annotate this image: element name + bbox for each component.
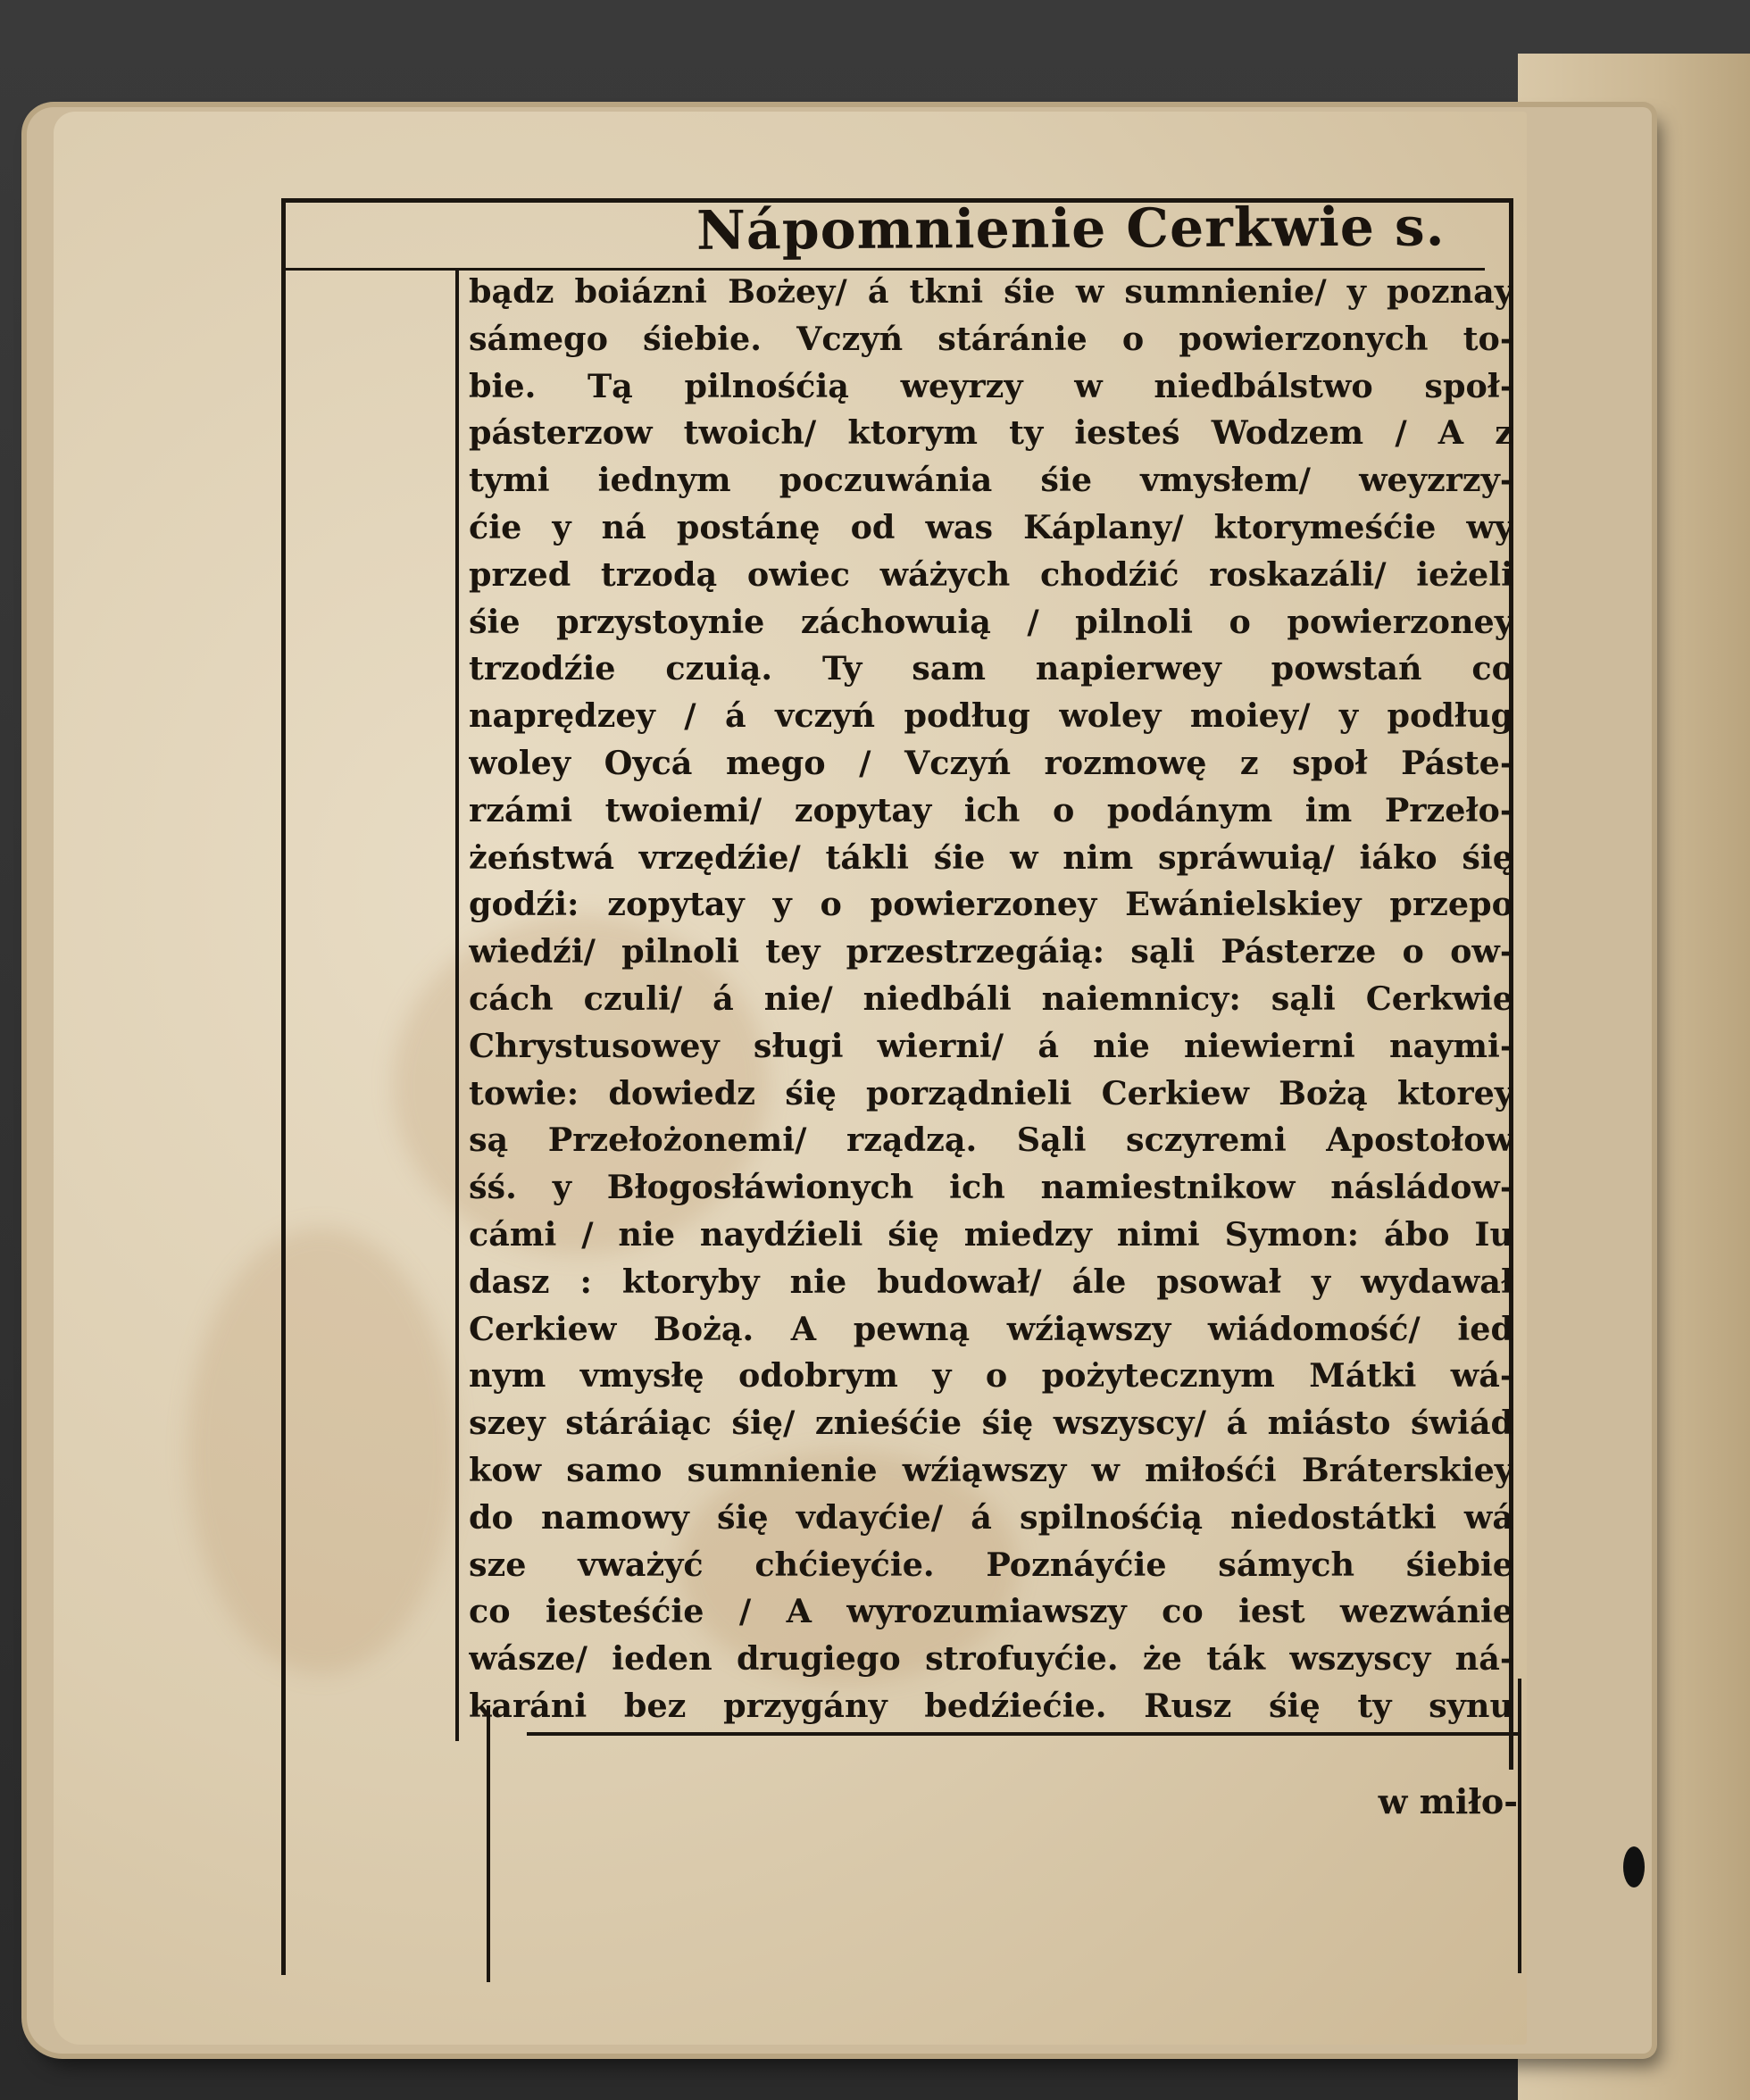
text-line: bie. Tą pilnośćią weyrzy w niedbálstwo społ- [469, 366, 1513, 405]
stain [188, 1228, 455, 1674]
page-title: Nápomnienie Cerkwie s. [696, 196, 1446, 262]
text-line: śś. y Błogosłáwionych ich namiestnikow násládow- [469, 1168, 1513, 1207]
text-line: karáni bez przygány bedźiećie. Rusz śię ty synu [469, 1687, 1513, 1725]
text-line: wiedźi/ pilnoli tey przestrzegáią: sąli Pásterze o ow- [469, 932, 1513, 971]
text-line: sze vważyć chćieyćie. Poznáyćie sámych śiebie [469, 1545, 1513, 1584]
frame-inner-left-rule [455, 268, 459, 1741]
text-line: pásterzow twoich/ ktorym ty iesteś Wodzem / A z [469, 413, 1513, 453]
text-line: do namowy śię vdayćie/ á spilnośćią niedostátki wá [469, 1497, 1513, 1537]
text-line: wásze/ ieden drugiego strofuyćie. że ták wszyscy ná- [469, 1639, 1513, 1679]
text-line: cámi / nie naydźieli śię miedzy nimi Symon: ábo Iu [469, 1215, 1513, 1254]
catchword: w miło- [1378, 1781, 1518, 1821]
text-line: trzodźie czuią. Ty sam napierwey powstań co [469, 649, 1513, 688]
text-line: woley Oycá mego / Vczyń rozmowę z społ Páste- [469, 744, 1513, 782]
text-line: tymi iednym poczuwánia śie vmysłem/ weyzrzy- [469, 461, 1513, 500]
text-line: bądz boiázni Bożey/ á tkni śie w sumnienie/ y poznay [469, 272, 1513, 311]
text-line: towie: dowiedz śię porządnieli Cerkiew Bożą ktorey [469, 1073, 1513, 1112]
text-line: śie przystoynie záchowuią / pilnoli o powierzoney [469, 602, 1513, 641]
text-line: Chrystusowey sługi wierni/ á nie niewierni naymi- [469, 1026, 1513, 1065]
text-line: godźi: zopytay y o powierzoney Ewánielskiey przepo [469, 885, 1513, 924]
text-line: przed trzodą owiec wáżych chodźić roskazáli/ ieżeli [469, 554, 1513, 594]
text-line: kow samo sumnienie wźiąwszy w miłośći Bráterskiey [469, 1451, 1513, 1489]
text-line: co iesteśćie / A wyrozumiawszy co iest wezwánie [469, 1592, 1513, 1631]
text-line: ćie y ná postánę od was Káplany/ ktorymeśćie wy [469, 508, 1513, 546]
text-line: dasz : ktoryby nie budował/ ále psował y wydawał [469, 1262, 1513, 1301]
text-line: szey stáráiąc śię/ znieśćie śię wszyscy/ á miásto świád [469, 1404, 1513, 1443]
text-line: są Przełożonemi/ rządzą. Sąli sczyremi Apostołow [469, 1121, 1513, 1160]
frame-right-lower-rule [1518, 1679, 1521, 1973]
text-line: Cerkiew Bożą. A pewną wźiąwszy wiádomość/ ied [469, 1309, 1513, 1348]
text-line: nym vmysłę odobrym y o pożytecznym Mátki wá- [469, 1356, 1513, 1396]
binding-hole [1623, 1846, 1645, 1888]
text-line: naprędzey / á vczyń podług woley moiey/ y podług [469, 696, 1513, 736]
frame-left-rule [281, 198, 286, 1975]
text-line: sámego śiebie. Vczyń stáránie o powierzonych to- [469, 319, 1513, 358]
frame-margin-rule [487, 1705, 490, 1982]
body-text [469, 270, 1513, 1734]
text-line: rzámi twoiemi/ zopytay ich o podánym im Przeło- [469, 790, 1513, 829]
text-line: cách czuli/ á nie/ niedbáli naiemnicy: sąli Cerkwie [469, 979, 1513, 1018]
text-line: żeństwá vrzędźie/ tákli śie w nim spráwuią/ iáko śię [469, 838, 1513, 877]
